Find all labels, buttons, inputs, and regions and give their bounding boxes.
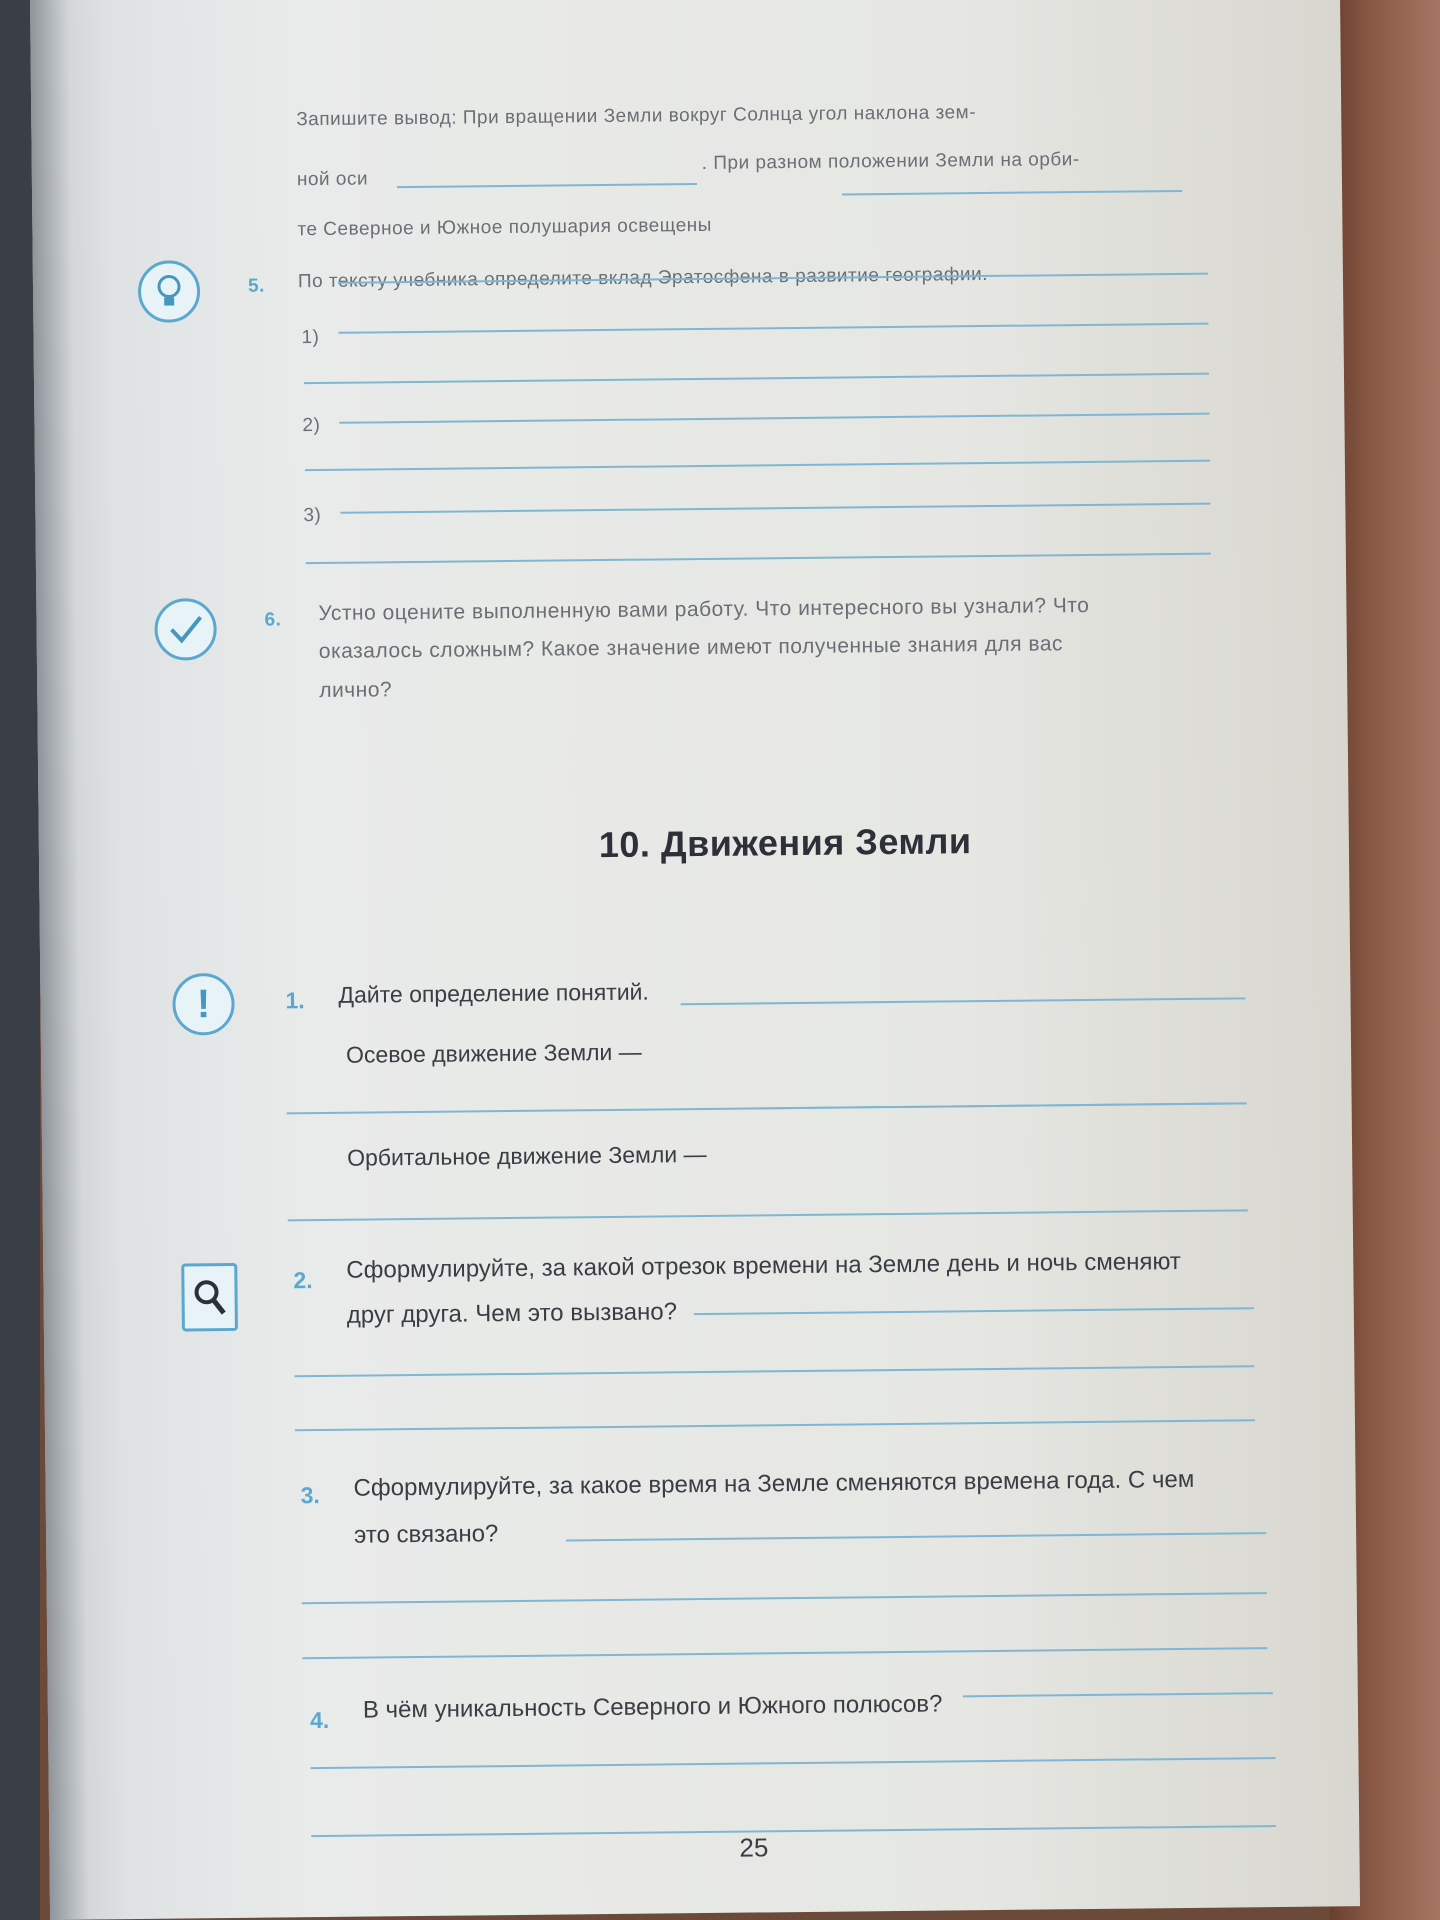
conclusion-line-1: Запишите вывод: При вращении Земли вокруг Солнца угол наклона зем- xyxy=(296,102,977,131)
answer-line[interactable] xyxy=(302,1647,1267,1659)
section-title: 10. Движения Земли xyxy=(598,820,972,866)
answer-line[interactable] xyxy=(963,1692,1273,1697)
answer-line[interactable] xyxy=(311,1825,1276,1837)
conclusion-line-2a: ной оси xyxy=(296,168,369,191)
q1-term-axial: Осевое движение Земли — xyxy=(345,1038,642,1068)
answer-line[interactable] xyxy=(340,503,1210,514)
task6-line-3: лично? xyxy=(319,678,393,703)
workbook-page xyxy=(30,0,1360,1920)
answer-line[interactable] xyxy=(295,1419,1255,1431)
conclusion-line-3: те Северное и Южное полушария освещены xyxy=(297,214,712,241)
q2-line-2: друг друга. Чем это вызвано? xyxy=(346,1298,678,1329)
answer-line[interactable] xyxy=(338,323,1208,334)
checkmark-icon xyxy=(154,598,217,661)
answer-line[interactable] xyxy=(288,1209,1248,1221)
task5-item-2: 2) xyxy=(302,414,321,437)
answer-line[interactable] xyxy=(566,1532,1266,1541)
task5-item-1: 1) xyxy=(301,326,320,349)
answer-line[interactable] xyxy=(311,1757,1276,1769)
page-number: 25 xyxy=(739,1832,769,1863)
q4-text: В чём уникальность Северного и Южного полюсов? xyxy=(362,1690,943,1724)
task6-line-2: оказалось сложным? Какое значение имеют полученные знания для вас xyxy=(318,632,1064,664)
answer-line[interactable] xyxy=(306,553,1211,564)
conclusion-line-2b: . При разном положении Земли на орби- xyxy=(701,149,1080,174)
task5-text: По тексту учебника определите вклад Эратосфена в развитие географии. xyxy=(297,263,989,293)
lightbulb-icon xyxy=(138,260,201,323)
answer-line[interactable] xyxy=(694,1307,1254,1315)
magnifier-icon xyxy=(181,1263,238,1332)
q3-line-2: это связано? xyxy=(353,1520,499,1549)
answer-line[interactable] xyxy=(302,1592,1267,1604)
task5-number: 5. xyxy=(247,275,265,297)
exclamation-icon: ! xyxy=(172,973,235,1036)
q2-number: 2. xyxy=(293,1267,313,1294)
answer-line[interactable] xyxy=(747,1102,1247,1109)
q1-term-orbital: Орбитальное движение Земли — xyxy=(347,1140,707,1171)
q3-line-1: Сформулируйте, за какое время на Земле сменяются времена года. С чем xyxy=(353,1465,1195,1502)
answer-line[interactable] xyxy=(397,183,697,188)
answer-line[interactable] xyxy=(305,460,1210,471)
q2-line-1: Сформулируйте, за какой отрезок времени на Земле день и ночь сменяют xyxy=(346,1248,1181,1284)
answer-line[interactable] xyxy=(681,997,1246,1005)
q3-number: 3. xyxy=(300,1482,320,1509)
q1-text: Дайте определение понятий. xyxy=(338,978,649,1008)
q1-number: 1. xyxy=(285,987,305,1014)
task6-line-1: Устно оцените выполненную вами работу. Что интересного вы узнали? Что xyxy=(318,593,1090,626)
task5-item-3: 3) xyxy=(303,504,322,527)
q4-number: 4. xyxy=(309,1706,330,1734)
task6-number: 6. xyxy=(264,609,282,631)
answer-line[interactable] xyxy=(842,190,1182,196)
answer-line[interactable] xyxy=(304,373,1209,384)
answer-line[interactable] xyxy=(339,413,1209,424)
answer-line[interactable] xyxy=(294,1365,1254,1377)
